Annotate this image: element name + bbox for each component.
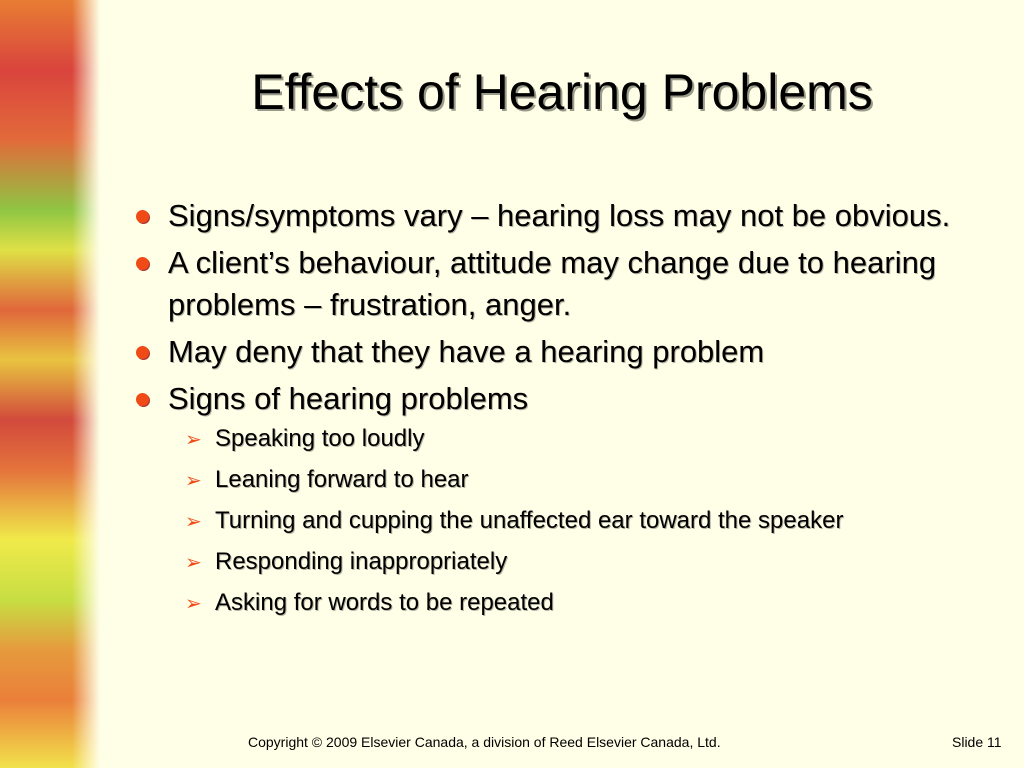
sub-bullet-item	[185, 507, 990, 535]
slide-number: Slide 11	[952, 734, 1002, 750]
round-dot-icon	[136, 393, 149, 406]
bullet-text: A client’s behaviour, attitude may change due to hearing problems – frustration, anger.	[168, 245, 937, 322]
sub-bullet-item	[185, 425, 990, 453]
bullet-text: Signs of hearing problems	[168, 381, 529, 416]
sub-bullet-text: Speaking too loudly	[215, 425, 425, 452]
sub-bullet-text: Leaning forward to hear	[215, 466, 469, 493]
arrow-right-icon: ➢	[185, 550, 202, 574]
arrow-right-icon: ➢	[185, 427, 202, 451]
bullet-text: Signs/symptoms vary – hearing loss may not be obvious.	[168, 198, 951, 233]
sub-bullet-item	[185, 589, 990, 617]
bullet-item	[130, 242, 990, 326]
bullet-item	[130, 378, 990, 420]
arrow-right-icon: ➢	[185, 468, 202, 492]
round-dot-icon	[136, 210, 149, 223]
copyright-footer: Copyright © 2009 Elsevier Canada, a division of Reed Elsevier Canada, Ltd.	[248, 734, 721, 750]
sub-bullet-item	[185, 466, 990, 494]
sub-bullet-text: Responding inappropriately	[215, 548, 508, 575]
arrow-right-icon: ➢	[185, 509, 202, 533]
arrow-right-icon: ➢	[185, 591, 202, 615]
bullet-item	[130, 195, 990, 237]
bullet-list	[130, 195, 990, 630]
round-dot-icon	[136, 346, 149, 359]
bullet-item	[130, 331, 990, 373]
bullet-text: May deny that they have a hearing problem	[168, 334, 765, 369]
sub-bullet-text: Asking for words to be repeated	[215, 589, 554, 616]
sub-bullet-item	[185, 548, 990, 576]
sub-bullet-text: Turning and cupping the unaffected ear toward the speaker	[215, 507, 844, 534]
sub-bullet-list	[130, 425, 990, 617]
round-dot-icon	[136, 257, 149, 270]
decorative-side-band	[0, 0, 100, 768]
slide-title: Effects of Hearing Problems	[251, 64, 873, 120]
